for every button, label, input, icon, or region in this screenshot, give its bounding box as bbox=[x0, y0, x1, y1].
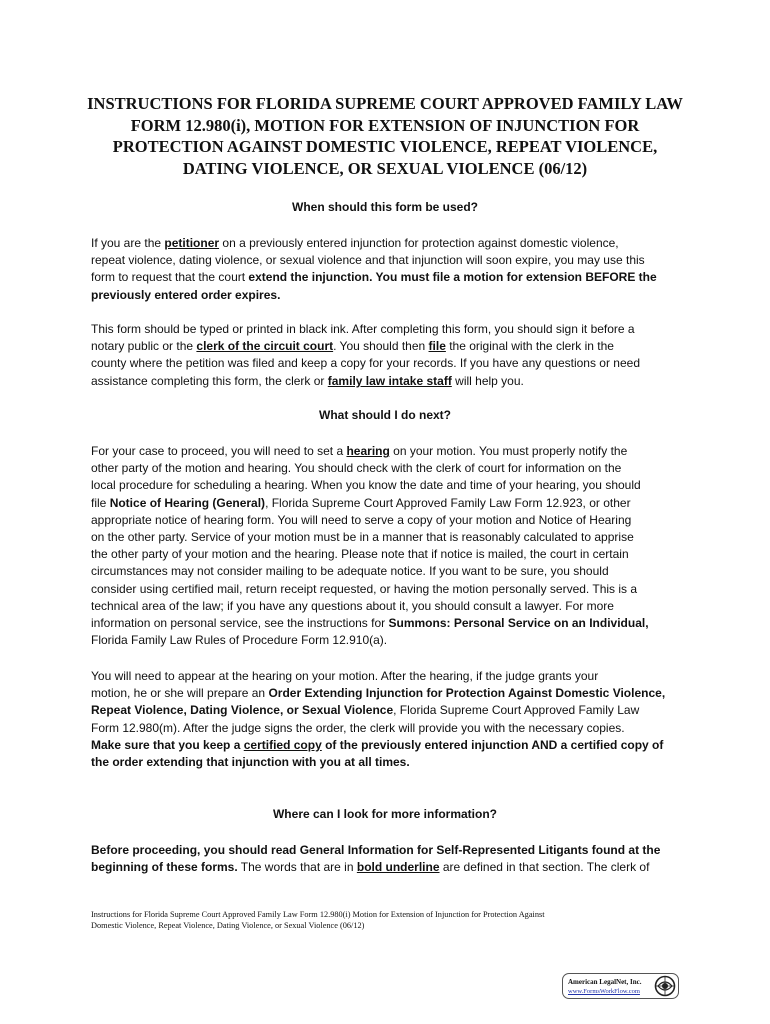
term-certified-copy: certified copy bbox=[243, 737, 322, 752]
term-family-law-intake-staff: family law intake staff bbox=[327, 373, 452, 388]
paragraph-next-hearing: For your case to proceed, you will need to set a hearing on your motion. You must properly notify the other party of the motion and hearing. You should check with the clerk of court for information on the local procedure for scheduling a hearing. When you know the date and time of your hearing, you should file Notice of Hearing (General), Florida Supreme Court Approved Family Law Form 12.923, or other appropriate notice of hearing form. You will need to serve a copy of your motion and Notice of Hearing on the other party. Service of your motion must be in a manner that is reasonably calculated to apprise the other party of your motion and the hearing. Please note that if notice is mailed, the court in certain circumstances may not consider mailing to be adequate notice. If you want to be sure, you should consider using certified mail, return receipt requested, or having the motion personally served. This is a technical area of the law; if you have any questions about it, you should consult a lawyer. For more information on personal service, see the instructions for Summons: Personal Service on an Individual, Florida Family Law Rules of Procedure Form 12.910(a). bbox=[91, 444, 649, 648]
paragraph-when-filing: This form should be typed or printed in black ink. After completing this form, you should sign it before a notary public or the clerk of the circuit court. You should then file the original with the clerk in the county where the petition was filed and keep a copy for your records. If you have any questions or need assistance completing this form, the clerk or family law intake staff will help you. bbox=[91, 322, 640, 388]
footer-line: Domestic Violence, Repeat Violence, Dating Violence, or Sexual Violence (06/12) bbox=[91, 921, 365, 930]
publisher-url-link[interactable]: www.FormsWorkFlow.com bbox=[568, 988, 640, 995]
footer-line: Instructions for Florida Supreme Court Approved Family Law Form 12.980(i) Motion for Extension of Injunction for Protection Against bbox=[91, 910, 545, 919]
title-line: INSTRUCTIONS FOR FLORIDA SUPREME COURT APPROVED FAMILY LAW bbox=[87, 94, 683, 113]
term-clerk-of-circuit-court: clerk of the circuit court bbox=[196, 339, 334, 354]
paragraph-info: Before proceeding, you should read General Information for Self-Represented Litigants found at the beginning of these forms. The words that are in bold underline are defined in that section. The clerk of bbox=[91, 843, 661, 875]
globe-logo-icon bbox=[654, 975, 676, 997]
document-title bbox=[60, 93, 710, 179]
term-bold-underline: bold underline bbox=[356, 860, 440, 875]
section-heading-next: What should I do next? bbox=[319, 408, 451, 422]
section-heading-info: Where can I look for more information? bbox=[272, 807, 498, 821]
page-footer bbox=[91, 909, 691, 931]
publisher-badge[interactable] bbox=[562, 973, 679, 999]
term-file: file bbox=[428, 339, 446, 354]
term-petitioner: petitioner bbox=[164, 236, 220, 250]
section-heading-when: When should this form be used? bbox=[292, 200, 478, 214]
term-hearing: hearing bbox=[346, 444, 390, 458]
publisher-name: American LegalNet, Inc. bbox=[568, 978, 642, 986]
paragraph-next-order: You will need to appear at the hearing on your motion. After the hearing, if the judge grants your motion, he or she will prepare an Order Extending Injunction for Protection Against Domestic Violence, Repeat Violence, Dating Violence, or Sexual Violence, Florida Supreme Court Approved Family Law Form 12.980(m). After the judge signs the order, the clerk will provide you with the necessary copies. Make sure that you keep a certified copy of the previously entered injunction AND a certified copy of the order extending that injunction with you at all times. bbox=[91, 669, 666, 770]
title-line: DATING VIOLENCE, OR SEXUAL VIOLENCE (06/12) bbox=[182, 158, 588, 178]
title-line: PROTECTION AGAINST DOMESTIC VIOLENCE, REPEAT VIOLENCE, bbox=[112, 137, 658, 156]
paragraph-when-usage: If you are the petitioner on a previously entered injunction for protection against domestic violence, repeat violence, dating violence, or sexual violence and that injunction will soon expire, you may use this form to request that the court extend the injunction. You must file a motion for extension BEFORE the previously entered order expires. bbox=[91, 236, 657, 302]
title-line: FORM 12.980(i), MOTION FOR EXTENSION OF INJUNCTION FOR bbox=[130, 115, 640, 135]
